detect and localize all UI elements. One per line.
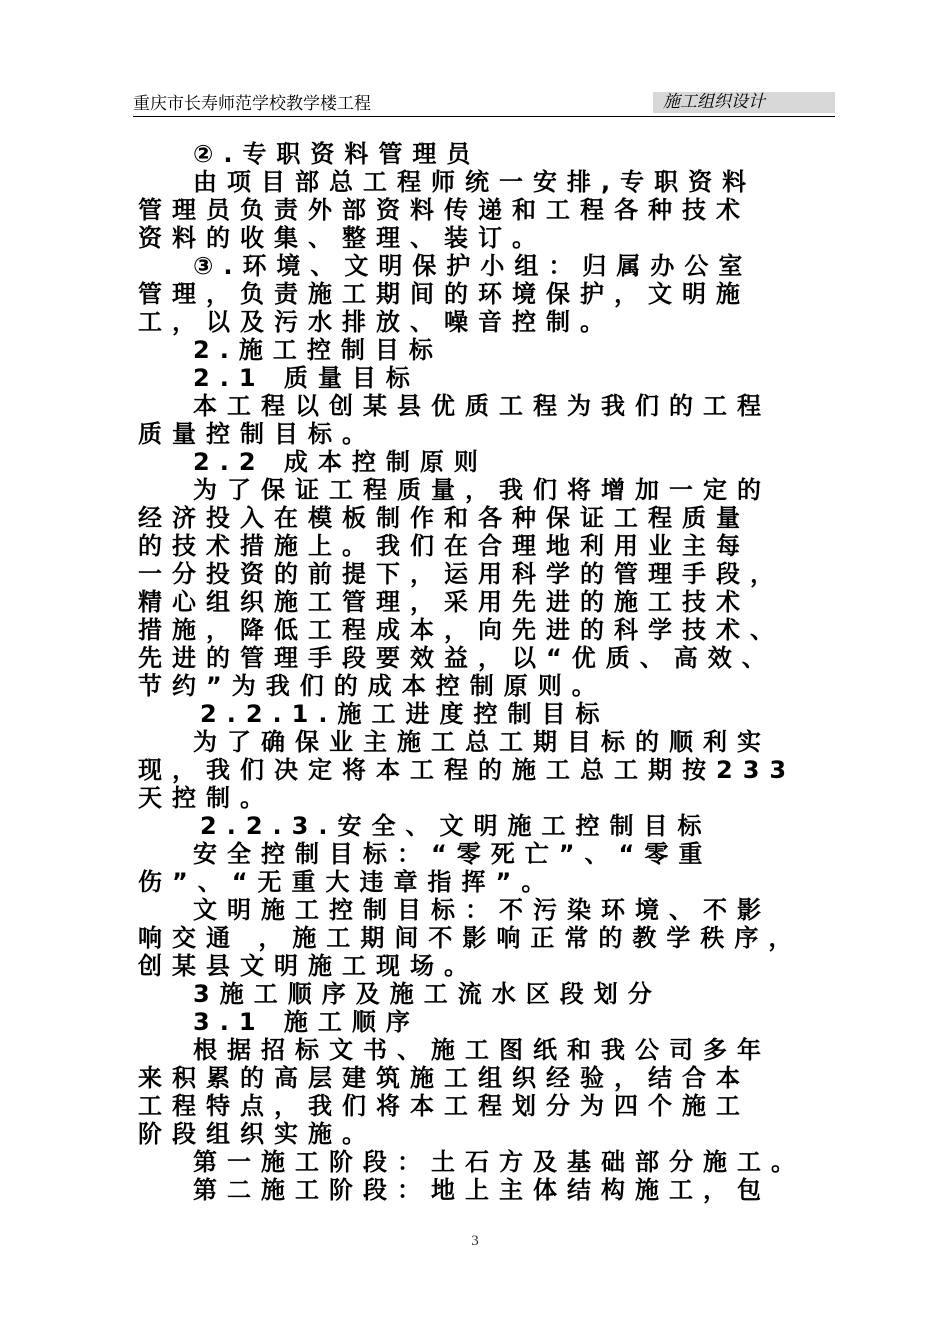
text-line: 阶段组织实施。 xyxy=(138,1120,376,1148)
text-line: 2.1 质量目标 xyxy=(193,364,420,392)
text-line: 安全控制目标：“零死亡”、“零重 xyxy=(193,840,713,868)
text-line: 2.施工控制目标 xyxy=(193,336,443,364)
text-line: 2.2.1.施工进度控制目标 xyxy=(200,700,610,728)
text-line: 的技术措施上。我们在合理地利用业主每 xyxy=(138,532,750,560)
text-line: 先进的管理手段要效益，以“优质、高效、 xyxy=(138,644,776,672)
text-line: ②.专职资料管理员 xyxy=(193,140,481,168)
text-line: 工程特点，我们将本工程划分为四个施工 xyxy=(138,1092,750,1120)
text-line: 第一施工阶段：土石方及基础部分施工。 xyxy=(193,1148,805,1176)
text-line: 工，以及污水排放、噪音控制。 xyxy=(138,308,614,336)
header-document-type: 施工组织设计 xyxy=(653,92,835,113)
page-number: 3 xyxy=(471,1233,479,1249)
document-body xyxy=(138,140,858,1204)
text-line: 文明施工控制目标：不污染环境、不影 xyxy=(193,896,771,924)
text-line: 精心组织施工管理，采用先进的施工技术 xyxy=(138,588,750,616)
text-line: 为了确保业主施工总工期目标的顺利实 xyxy=(193,728,771,756)
text-line: 现，我们决定将本工程的施工总工期按233 xyxy=(138,756,797,784)
text-line: 天控制。 xyxy=(138,784,274,812)
text-line: 质量控制目标。 xyxy=(138,420,376,448)
text-line: 经济投入在模板制作和各种保证工程质量 xyxy=(138,504,750,532)
text-line: 根据招标文书、施工图纸和我公司多年 xyxy=(193,1036,771,1064)
text-line: 由项目部总工程师统一安排,专职资料 xyxy=(193,168,757,196)
text-line: 管理员负责外部资料传递和工程各种技术 xyxy=(138,196,750,224)
text-line: 来积累的高层建筑施工组织经验，结合本 xyxy=(138,1064,750,1092)
text-line: 2.2 成本控制原则 xyxy=(193,448,488,476)
text-line: 响交通 ，施工期间不影响正常的教学秩序， xyxy=(138,924,803,952)
page-header xyxy=(133,92,835,117)
text-line: 3.1 施工顺序 xyxy=(193,1008,420,1036)
text-line: 创某县文明施工现场。 xyxy=(138,952,478,980)
text-line: 资料的收集、整理、装订。 xyxy=(138,224,546,252)
text-line: 2.2.3.安全、文明施工控制目标 xyxy=(200,812,712,840)
text-line: 管理，负责施工期间的环境保护，文明施 xyxy=(138,280,750,308)
text-line: ③.环境、文明保护小组：归属办公室 xyxy=(193,252,753,280)
text-line: 一分投资的前提下，运用科学的管理手段， xyxy=(138,560,784,588)
text-line: 措施，降低工程成本，向先进的科学技术、 xyxy=(138,616,784,644)
text-line: 节约”为我们的成本控制原则。 xyxy=(138,672,606,700)
text-line: 第二施工阶段：地上主体结构施工，包 xyxy=(193,1176,771,1204)
text-line: 本工程以创某县优质工程为我们的工程 xyxy=(193,392,771,420)
header-project-title: 重庆市长寿师范学校教学楼工程 xyxy=(133,94,371,114)
text-line: 为了保证工程质量，我们将增加一定的 xyxy=(193,476,771,504)
text-line: 3施工顺序及施工流水区段划分 xyxy=(193,980,662,1008)
text-line: 伤”、“无重大违章指挥”。 xyxy=(138,868,556,896)
